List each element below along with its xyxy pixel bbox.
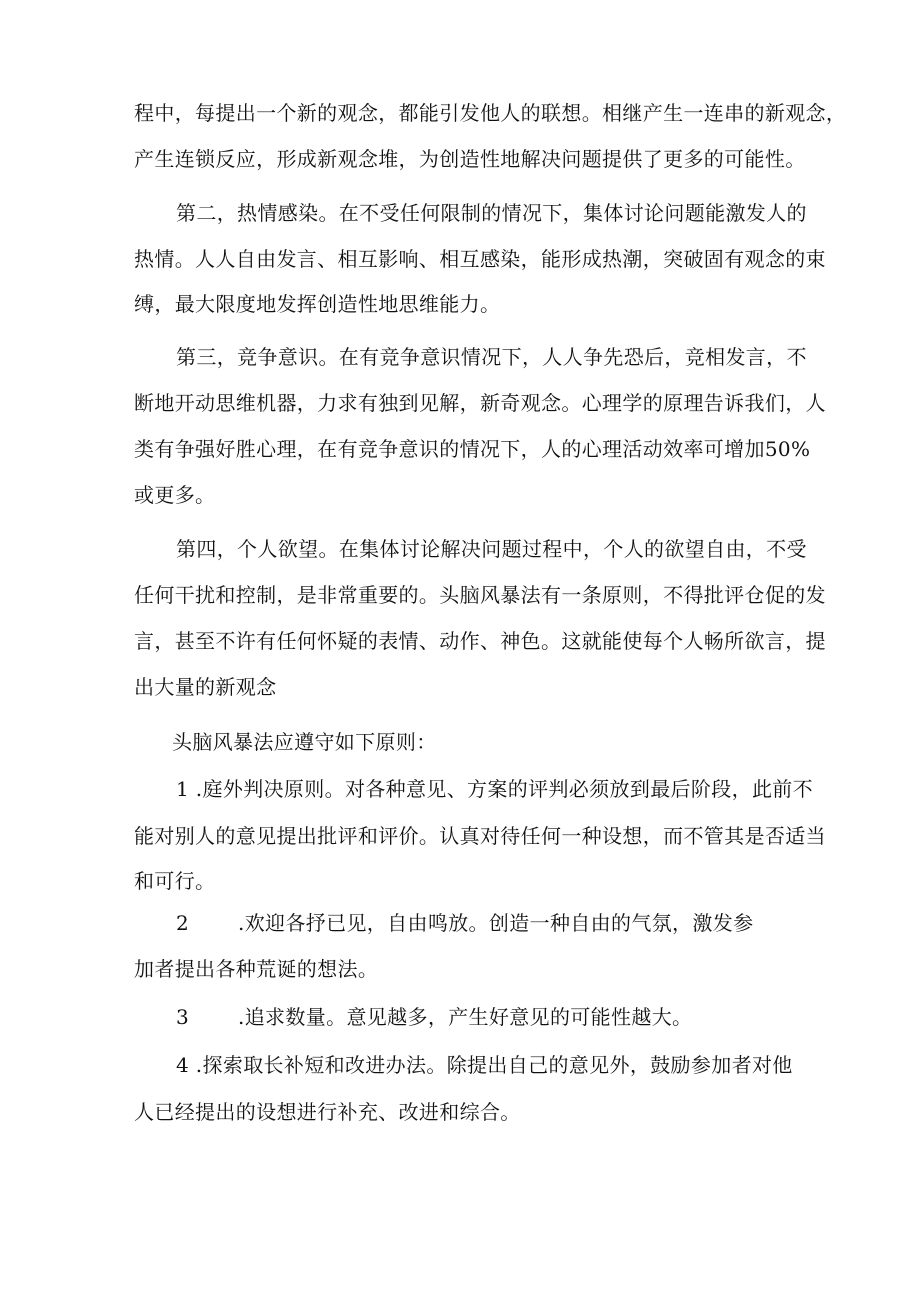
text-line: 产生连锁反应，形成新观念堆，为创造性地解决问题提供了更多的可能性。 — [134, 147, 806, 171]
text-line: 出大量的新观念 — [134, 675, 277, 699]
list-item-4-line: 4 .探索取长补短和改进办法。除提出自己的意见外，鼓励参加者对他 — [176, 1053, 793, 1077]
list-number-3: 3 — [176, 1005, 189, 1029]
paragraph-heading-line: 第四，个人欲望。在集体讨论解决问题过程中，个人的欲望自由，不受 — [176, 537, 807, 561]
paragraph-heading-line: 第三，竞争意识。在有竞争意识情况下，人人争先恐后，竞相发言，不 — [176, 345, 807, 369]
text-line: 程中，每提出一个新的观念，都能引发他人的联想。相继产生一连串的新观念， — [134, 101, 847, 125]
list-item-2-line: .欢迎各抒已见，自由鸣放。创造一种自由的气氛，激发参 — [238, 911, 754, 935]
list-item-1-line: 1 .庭外判决原则。对各种意见、方案的评判必须放到最后阶段，此前不 — [176, 777, 813, 801]
text-line: 或更多。 — [134, 483, 216, 507]
list-item-3-line: .追求数量。意见越多，产生好意见的可能性越大。 — [238, 1005, 693, 1029]
text-line: 断地开动思维机器，力求有独到见解，新奇观念。心理学的原理告诉我们，人 — [134, 391, 826, 415]
section-intro-line: 头脑风暴法应遵守如下原则： — [172, 730, 437, 754]
text-line: 言，甚至不许有任何怀疑的表情、动作、神色。这就能使每个人畅所欲言，提 — [134, 629, 826, 653]
text-line: 加者提出各种荒诞的想法。 — [134, 957, 379, 981]
text-line: 类有争强好胜心理，在有竞争意识的情况下，人的心理活动效率可增加50% — [134, 437, 811, 461]
text-line: 人已经提出的设想进行补充、改进和综合。 — [134, 1100, 521, 1124]
list-number-2: 2 — [176, 911, 189, 935]
paragraph-heading-line: 第二，热情感染。在不受任何限制的情况下，集体讨论问题能激发人的 — [176, 201, 807, 225]
text-line: 和可行。 — [134, 869, 216, 893]
text-line: 任何干扰和控制，是非常重要的。头脑风暴法有一条原则，不得批评仓促的发 — [134, 583, 826, 607]
text-line: 缚，最大限度地发挥创造性地思维能力。 — [134, 292, 501, 316]
text-line: 热情。人人自由发言、相互影响、相互感染，能形成热潮，突破固有观念的束 — [134, 247, 826, 271]
text-line: 能对别人的意见提出批评和评价。认真对待任何一种设想，而不管其是否适当 — [134, 824, 826, 848]
